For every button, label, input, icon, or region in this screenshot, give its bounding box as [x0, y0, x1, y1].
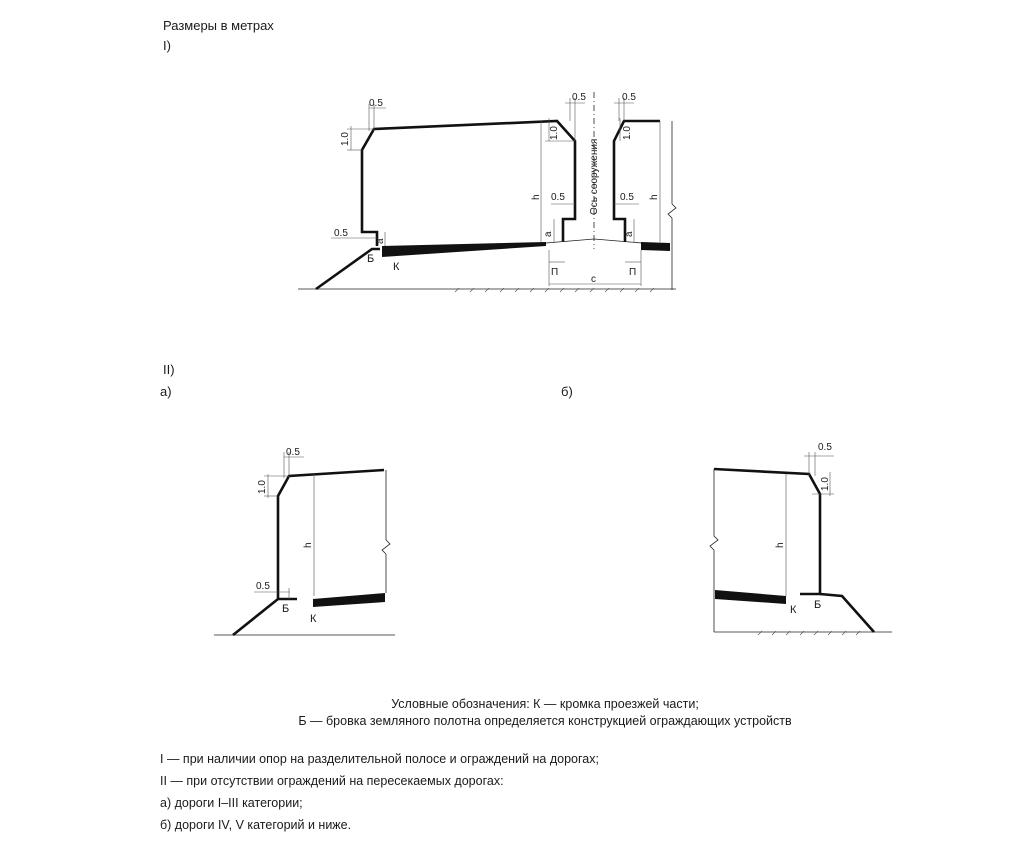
dim-05-mid-right: 0.5: [620, 192, 634, 203]
dim-h-right: h: [649, 194, 660, 200]
section-2-label: II): [163, 362, 175, 377]
dim-05-top-2b: 0.5: [818, 442, 832, 453]
carriageway-2a: [313, 593, 385, 607]
figure-1: [298, 92, 676, 292]
carriageway-2b: [715, 590, 786, 604]
dim-c: с: [591, 274, 596, 285]
dim-05-bottom-2a: 0.5: [256, 581, 270, 592]
dim-10-2a: 1.0: [257, 480, 268, 494]
dim-h-2a: h: [303, 542, 314, 548]
dim-10-left: 1.0: [340, 132, 351, 146]
subsection-a-label: а): [160, 384, 172, 399]
dim-05-mid-left: 0.5: [551, 192, 565, 203]
units-note: Размеры в метрах: [163, 18, 274, 33]
label-b-left: Б: [367, 253, 375, 265]
break-symbol-2b: [710, 536, 718, 550]
label-k-2a: К: [310, 613, 317, 625]
dim-05-bottom-left: 0.5: [334, 228, 348, 239]
subsection-b-label: б): [561, 384, 573, 399]
break-symbol: [668, 204, 676, 218]
dim-05-top-right: 0.5: [622, 92, 636, 103]
note-4: б) дороги IV, V категорий и ниже.: [160, 818, 352, 832]
note-2: II — при отсутствии ограждений на пересекаемых дорогах:: [160, 774, 504, 788]
dim-h-left: h: [531, 194, 542, 200]
label-k-2b: К: [790, 604, 797, 616]
axis-label: Ось сооружения: [589, 138, 600, 215]
dim-05-top-left: 0.5: [369, 98, 383, 109]
dim-h-2b: h: [775, 542, 786, 548]
clearance-envelope-2a: [278, 470, 384, 599]
label-b-2a: Б: [282, 603, 290, 615]
dim-a-center-left: a: [543, 231, 554, 237]
figure-2a: [214, 447, 395, 635]
dimension-lines: [331, 98, 660, 286]
dim-05-top-2a: 0.5: [286, 447, 300, 458]
left-carriageway: [382, 242, 546, 257]
embankment-slope-2b: [820, 594, 874, 632]
right-clearance-envelope: [614, 121, 660, 242]
right-carriageway: [641, 242, 670, 251]
left-clearance-envelope: [362, 121, 575, 246]
break-symbol-2a: [382, 540, 390, 554]
dim-05-top-center-left: 0.5: [572, 92, 586, 103]
legend-line-1: Условные обозначения: К — кромка проезжей части;: [391, 697, 699, 711]
clearance-envelope-2b: [714, 469, 820, 594]
legend-line-2: Б — бровка земляного полотна определяется конструкцией ограждающих устройств: [298, 714, 792, 728]
label-k-left: К: [393, 261, 400, 273]
dim-10-center-left: 1.0: [549, 126, 560, 140]
dim-a-right: a: [624, 231, 635, 237]
dim-10-2b: 1.0: [820, 477, 831, 491]
dim-p-left: П: [551, 267, 559, 278]
section-1-label: I): [163, 38, 171, 53]
dim-a-left: a: [375, 238, 386, 244]
dim-p-right: П: [629, 267, 637, 278]
note-1: I — при наличии опор на разделительной полосе и ограждений на дорогах;: [160, 752, 599, 766]
dim-10-right: 1.0: [622, 126, 633, 140]
note-3: а) дороги I–III категории;: [160, 796, 303, 810]
label-b-2b: Б: [814, 599, 822, 611]
figure-2b: [710, 442, 892, 635]
